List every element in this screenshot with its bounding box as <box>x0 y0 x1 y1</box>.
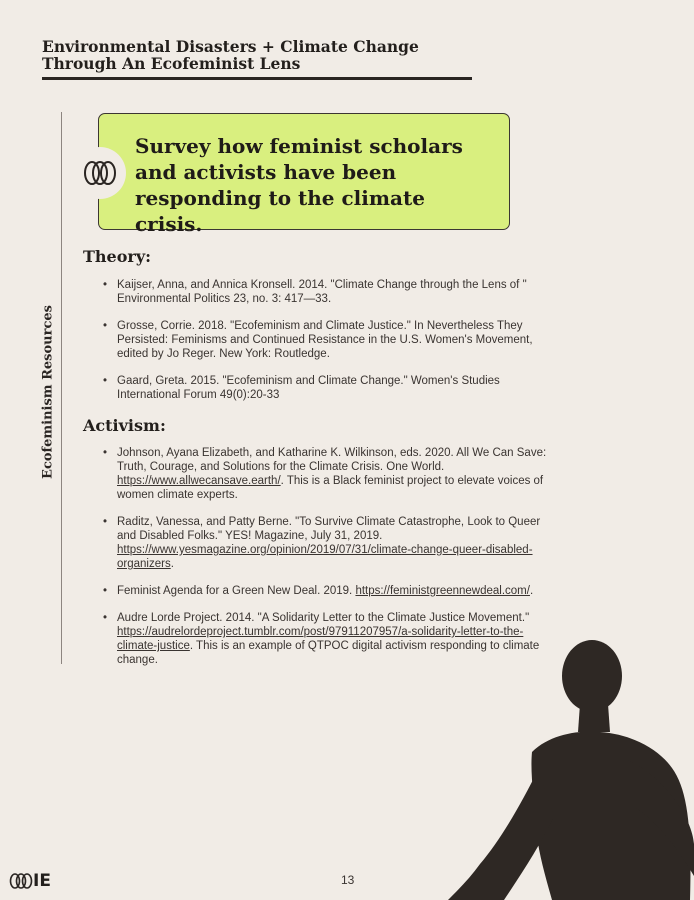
title-divider <box>42 77 472 80</box>
page-title: Environmental Disasters + Climate Change Through An Ecofeminist Lens <box>42 37 419 73</box>
list-item <box>92 584 562 598</box>
list-item <box>92 374 562 402</box>
three-rings-icon <box>82 158 118 188</box>
reference-note: . <box>170 558 174 570</box>
reference-link[interactable]: https://www.yesmagazine.org/opinion/2019/07/31/climate-change-queer-disabled-organizers <box>117 544 533 570</box>
reference-text: Kaijser, Anna, and Annica Kronsell. 2014. "Climate Change through the Lens of " Environmental Politics 23, no. 3: 417—33. <box>117 279 527 305</box>
side-divider <box>61 112 62 664</box>
callout-box <box>98 113 510 236</box>
list-item <box>92 278 562 306</box>
list-item <box>92 319 562 361</box>
reference-text: Raditz, Vanessa, and Patty Berne. "To Survive Climate Catastrophe, Look to Queer and Disabled Folks." YES! Magazine, July 31, 2019. <box>117 516 541 542</box>
reference-note: . <box>529 585 534 597</box>
activism-list <box>92 446 562 667</box>
activism-heading: Activism: <box>83 416 166 435</box>
logo-text: IE <box>33 871 51 891</box>
list-item <box>92 446 562 502</box>
reference-link[interactable]: https://audrelordeproject.tumblr.com/post/97911207957/a-solidarity-letter-to-the-climate-justice <box>117 626 524 652</box>
three-rings-icon <box>9 872 33 890</box>
seated-figure-silhouette <box>440 640 694 900</box>
side-label: Ecofeminism Resources <box>40 305 56 479</box>
reference-text: Audre Lorde Project. 2014. "A Solidarity Letter to the Climate Justice Movement." <box>117 612 530 624</box>
theory-list <box>92 278 562 402</box>
theory-heading: Theory: <box>83 247 152 266</box>
list-item <box>92 515 562 571</box>
reference-text: Grosse, Corrie. 2018. "Ecofeminism and Climate Justice." In Nevertheless They Persisted: Feminisms and Continued Resistance in the U.S. Women's Movement, edited by Jo Reger. New York: Routledge. <box>117 320 533 360</box>
callout-text: Survey how feminist scholars and activists have been responding to the climate crisis. <box>135 134 463 236</box>
reference-note: . This is an example of QTPOC digital activism responding to climate change. <box>117 640 540 666</box>
page-number: 13 <box>341 873 355 887</box>
reference-link[interactable]: https://feministgreennewdeal.com/ <box>355 585 530 597</box>
reference-text: Johnson, Ayana Elizabeth, and Katharine K. Wilkinson, eds. 2020. All We Can Save: Truth, Courage, and Solutions for the Climate Crisis. One World. <box>117 447 547 473</box>
footer-logo <box>9 871 51 891</box>
reference-note: . This is a Black feminist project to elevate voices of women climate experts. <box>117 475 544 501</box>
reference-link[interactable]: https://www.allwecansave.earth/ <box>117 475 281 487</box>
reference-text: Feminist Agenda for a Green New Deal. 2019. <box>117 585 353 597</box>
callout-badge <box>74 147 126 199</box>
reference-text: Gaard, Greta. 2015. "Ecofeminism and Climate Change." Women's Studies International Forum 49(0):20-33 <box>117 375 500 401</box>
